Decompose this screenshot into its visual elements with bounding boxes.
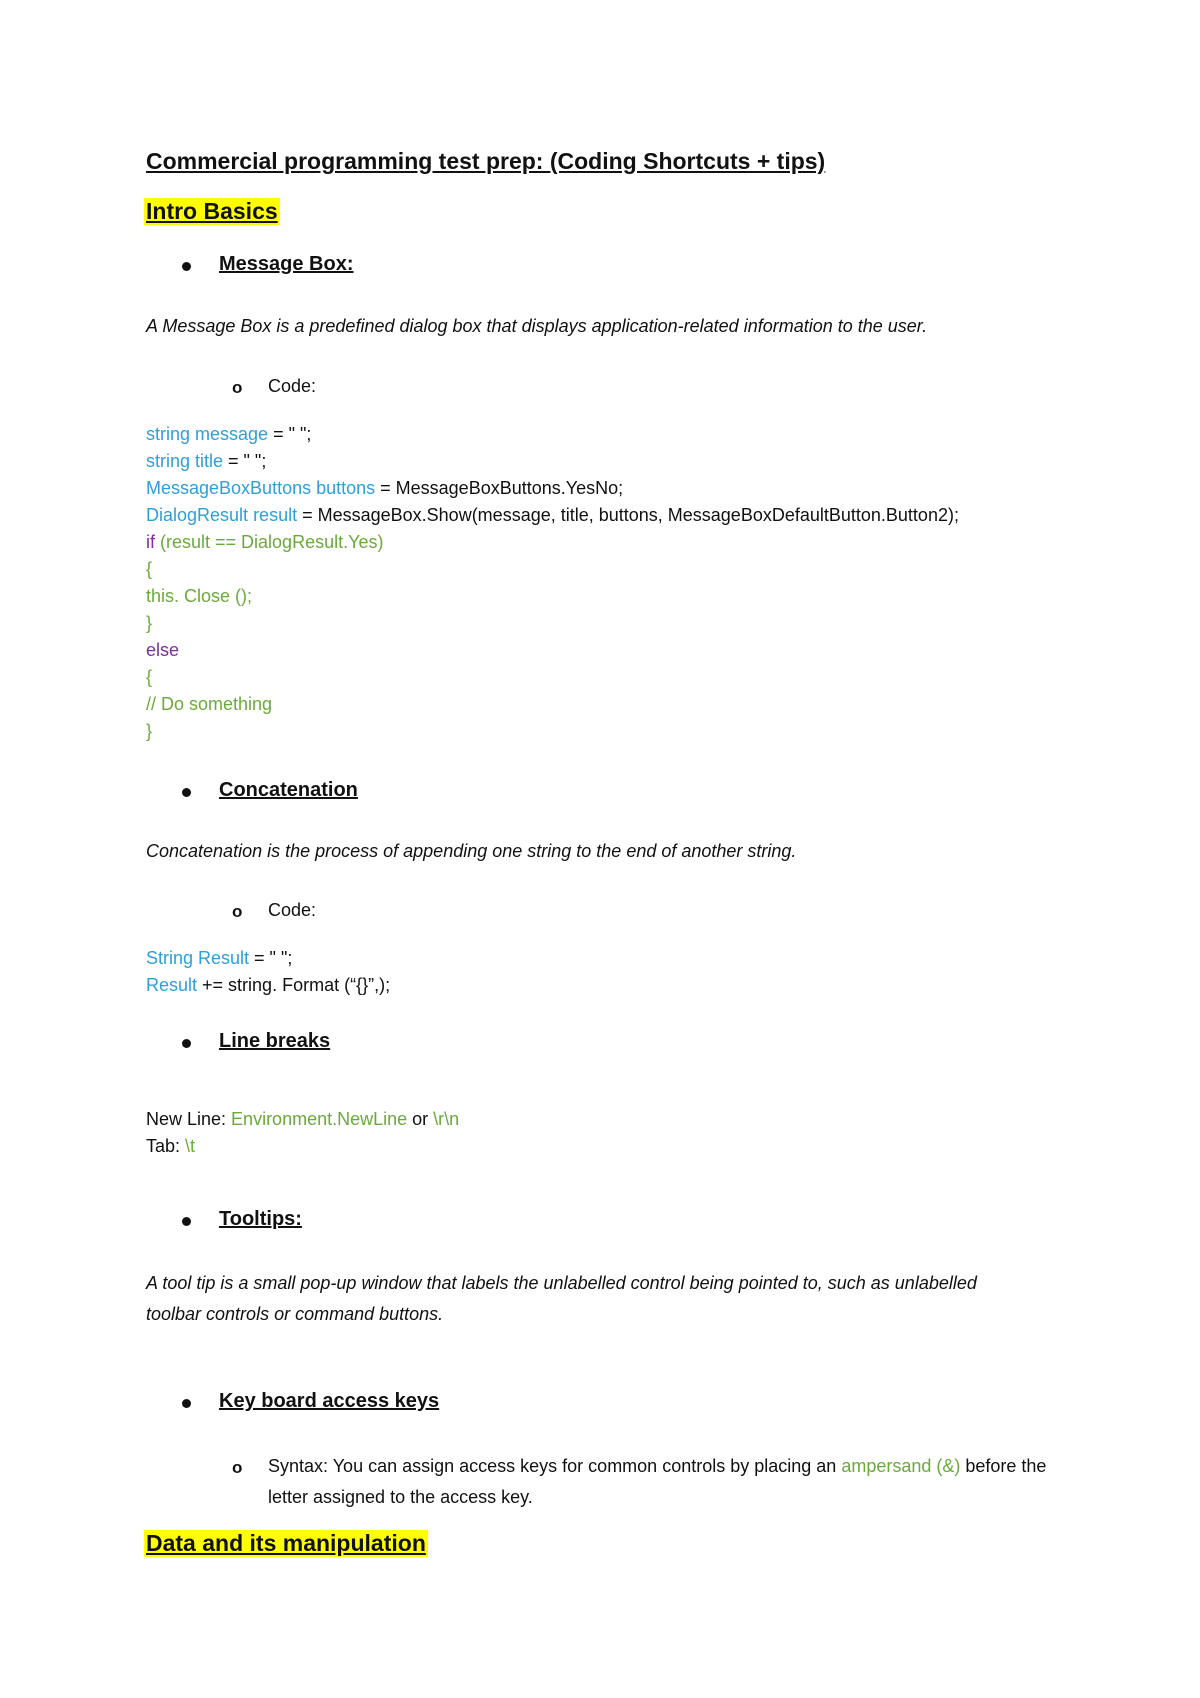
code-line: else bbox=[146, 640, 180, 660]
code-text: = " "; bbox=[249, 948, 293, 968]
syntax-highlight: ampersand (&) bbox=[841, 1456, 961, 1476]
newline-line bbox=[146, 1106, 459, 1133]
code-line: } bbox=[146, 613, 153, 633]
newline-value: Environment.NewLine bbox=[231, 1109, 408, 1129]
code-keyword: string bbox=[146, 451, 191, 471]
code-line: // Do something bbox=[146, 694, 273, 714]
code-variable: String Result bbox=[146, 948, 250, 968]
concatenation-code-block bbox=[146, 945, 390, 999]
code-line bbox=[146, 448, 959, 475]
sub-bullet-icon: o bbox=[232, 378, 243, 397]
tab-label: Tab: bbox=[146, 1136, 186, 1156]
code-line: { bbox=[146, 667, 153, 687]
or-text: or bbox=[407, 1109, 434, 1129]
code-line bbox=[146, 421, 959, 448]
sub-bullet-icon: o bbox=[232, 1458, 243, 1477]
code-type: MessageBoxButtons bbox=[146, 478, 312, 498]
heading-tooltips: Tooltips: bbox=[219, 1208, 302, 1230]
code-line bbox=[146, 945, 390, 972]
code-line: this. Close (); bbox=[146, 586, 253, 606]
code-keyword: if bbox=[146, 532, 155, 552]
code-text: = " "; bbox=[223, 451, 267, 471]
heading-line-breaks: Line breaks bbox=[219, 1030, 331, 1052]
syntax-text: Syntax: You can assign access keys for common controls by placing an bbox=[268, 1456, 842, 1476]
tab-value: \t bbox=[185, 1136, 196, 1156]
code-text: = " "; bbox=[268, 424, 312, 444]
bullet-icon bbox=[182, 1217, 191, 1226]
code-keyword: string bbox=[146, 424, 191, 444]
heading-concatenation: Concatenation bbox=[219, 779, 358, 801]
bullet-icon bbox=[182, 1039, 191, 1048]
access-keys-syntax bbox=[268, 1451, 1058, 1513]
tab-line bbox=[146, 1133, 459, 1160]
concatenation-description: Concatenation is the process of appending one string to the end of another string. bbox=[146, 841, 797, 861]
newline-alt: \r\n bbox=[433, 1109, 460, 1129]
code-type: DialogResult bbox=[146, 505, 249, 525]
concatenation-code-label: Code: bbox=[268, 900, 317, 920]
bullet-icon bbox=[182, 788, 191, 797]
heading-access-keys: Key board access keys bbox=[219, 1390, 440, 1412]
heading-message-box: Message Box: bbox=[219, 253, 354, 275]
code-variable: title bbox=[190, 451, 224, 471]
code-variable: result bbox=[248, 505, 298, 525]
code-text: (result == DialogResult.Yes) bbox=[155, 532, 384, 552]
code-variable: Result bbox=[146, 975, 198, 995]
code-line bbox=[146, 502, 959, 529]
sub-bullet-icon: o bbox=[232, 902, 243, 921]
tooltips-description: A tool tip is a small pop-up window that labels the unlabelled control being pointed to, such as unlabelled toolbar controls or command buttons. bbox=[146, 1273, 977, 1324]
bullet-icon bbox=[182, 262, 191, 271]
code-variable: message bbox=[190, 424, 269, 444]
message-box-code-label: Code: bbox=[268, 376, 317, 396]
document-title: Commercial programming test prep: (Coding Shortcuts + tips) bbox=[146, 148, 826, 174]
message-box-description: A Message Box is a predefined dialog box that displays application-related information to the user. bbox=[146, 316, 928, 336]
syntax-text: before the letter assigned to the access key. bbox=[268, 1456, 1047, 1507]
section-intro-basics: Intro Basics bbox=[146, 198, 278, 224]
code-text: = MessageBoxButtons.YesNo; bbox=[375, 478, 624, 498]
code-text: = MessageBox.Show(message, title, buttons, MessageBoxDefaultButton.Button2); bbox=[297, 505, 959, 525]
code-line bbox=[146, 529, 959, 556]
code-line bbox=[146, 475, 959, 502]
code-line bbox=[146, 972, 390, 999]
line-breaks-block bbox=[146, 1106, 459, 1160]
code-line: { bbox=[146, 559, 153, 579]
code-text: += string. Format (“{}”,); bbox=[197, 975, 391, 995]
message-box-code-block bbox=[146, 421, 959, 745]
newline-label: New Line: bbox=[146, 1109, 232, 1129]
code-variable: buttons bbox=[311, 478, 376, 498]
section-data-manipulation: Data and its manipulation bbox=[146, 1530, 426, 1556]
bullet-icon bbox=[182, 1399, 191, 1408]
code-line: } bbox=[146, 721, 153, 741]
